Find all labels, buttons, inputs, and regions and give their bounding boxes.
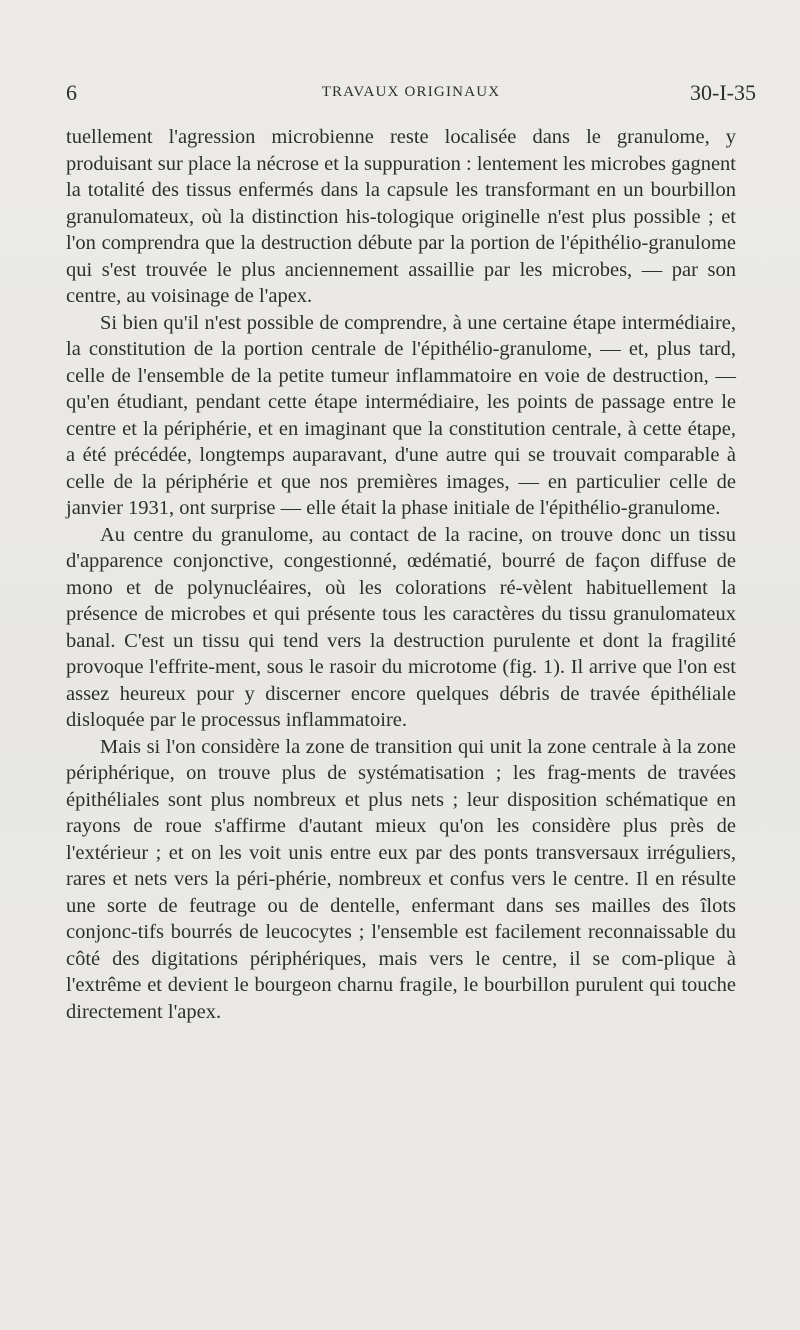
body-text bbox=[66, 124, 736, 1025]
paragraph-continued: tuellement l'agression microbienne reste localisée dans le granulome, y produisant sur place la nécrose et la suppuration : lentement les microbes gagnent la totalité des tissus enfermés dans la capsule les transformant en un bourbillon granulomateux, où la distinction his-tologique originelle n'est plus possible ; et l'on comprendra que la destruction débute par la portion de l'épithélio-granulome qui s'est trouvée le plus anciennement assaillie par les microbes, — par son centre, au voisinage de l'apex. bbox=[66, 126, 736, 307]
issue-date: 30-I-35 bbox=[690, 80, 756, 105]
running-header bbox=[66, 80, 756, 110]
running-title: TRAVAUX ORIGINAUX bbox=[321, 84, 501, 100]
paragraph-granuloma-center: Au centre du granulome, au contact de la racine, on trouve donc un tissu d'apparence conjonctive, congestionné, œdématié, bourré de façon diffuse de mono et de polynucléaires, où les colorations ré-vèlent habituellement la présence de microbes et qui présente tous les caractères du tissu granulomateux banal. C'est un tissu qui tend vers la destruction purulente et dont la fragilité provoque l'effrite-ment, sous le rasoir du microtome (fig. 1). Il arrive que l'on est assez heureux pour y discerner encore quelques débris de travée épithéliale disloquée par le processus inflammatoire. bbox=[66, 523, 736, 731]
paragraph-transition-zone: Mais si l'on considère la zone de transition qui unit la zone centrale à la zone périphérique, on trouve plus de systématisation ; les frag-ments de travées épithéliales sont plus nombreux et plus nets ; leur disposition schématique en rayons de roue s'affirme d'autant mieux qu'on les considère plus près de l'extérieur ; et on les voit unis entre eux par des ponts transversaux irréguliers, rares et nets vers la péri-phérie, nombreux et confus vers le centre. Il en résulte une sorte de feutrage ou de dentelle, enfermant dans ses mailles des îlots conjonc-tifs bourrés de leucocytes ; l'ensemble est facilement reconnaissable du côté des digitations périphériques, mais vers le centre, il se com-plique à l'extrême et devient le bourgeon charnu fragile, le bourbillon purulent qui touche directement l'apex. bbox=[66, 735, 736, 1023]
paragraph-intermediate-stage: Si bien qu'il n'est possible de comprendre, à une certaine étape intermédiaire, la constitution de la portion centrale de l'épithélio-granulome, — et, plus tard, celle de l'ensemble de la petite tumeur inflammatoire en voie de destruction, — qu'en étudiant, pendant cette étape intermédiaire, les points de passage entre le centre et la périphérie, et en imaginant que la constitution centrale, à cette étape, a été précédée, longtemps auparavant, d'une autre qui se trouvait comparable à celle de la périphérie et que nos premières images, — en particulier celle de janvier 1931, ont surprise — elle était la phase initiale de l'épithélio-granulome. bbox=[66, 311, 736, 519]
page-number: 6 bbox=[66, 80, 77, 105]
